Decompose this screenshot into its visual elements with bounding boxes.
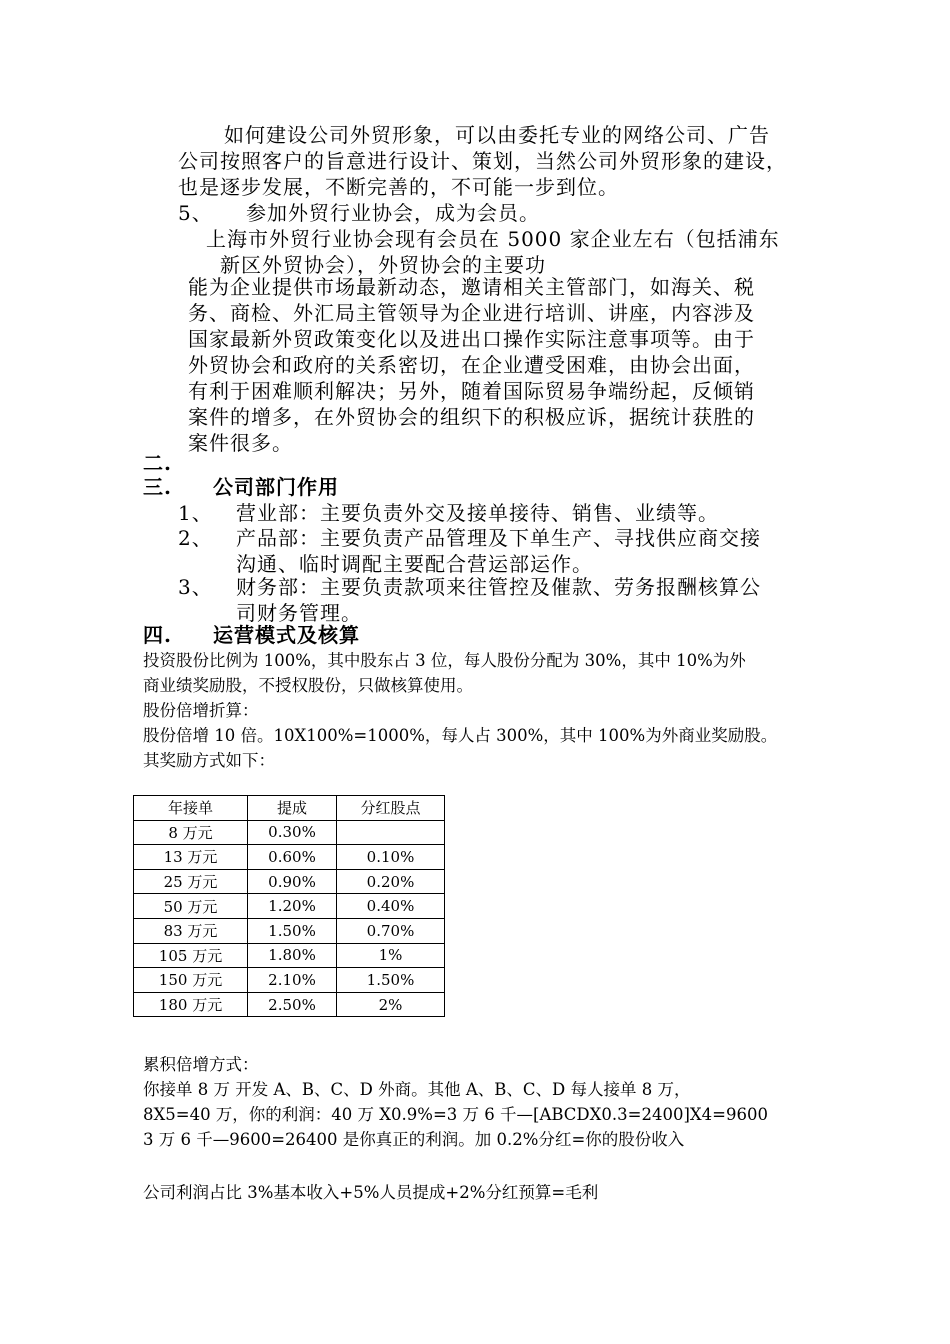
- text-line: 其奖励方式如下：: [143, 751, 275, 770]
- text-line: 案件的增多，在外贸协会的组织下的积极应诉，据统计获胜的: [188, 405, 755, 429]
- section-title: 公司部门作用: [213, 475, 339, 499]
- list-text: 产品部：主要负责产品管理及下单生产、寻找供应商交接: [236, 526, 761, 550]
- text-line: 如何建设公司外贸形象，可以由委托专业的网络公司、广告: [224, 123, 770, 147]
- section-3-item-3: [178, 574, 761, 625]
- profit-summary: [143, 1180, 598, 1205]
- section-number: 三.: [143, 475, 172, 499]
- table-row: [134, 992, 445, 1017]
- table-cell: 25 万元: [134, 869, 248, 894]
- table-cell: 0.40%: [337, 894, 445, 919]
- table-row: [134, 820, 445, 845]
- list-text: 沟通、临时调配主要配合营运部运作。: [236, 552, 593, 576]
- table-cell: 2.10%: [248, 968, 337, 993]
- table-cell: 0.20%: [337, 869, 445, 894]
- section-4-body: [143, 648, 777, 773]
- text-line: 商业绩奖励股，不授权股份，只做核算使用。: [143, 676, 473, 695]
- list-text: 司财务管理。: [236, 601, 362, 625]
- column-header: 提成: [248, 796, 337, 821]
- table-row: [134, 894, 445, 919]
- text-line: 股份倍增 10 倍。10X100%=1000%，每人占 300%，其中 100%为外商业奖励股。: [143, 726, 778, 745]
- table-cell: 2.50%: [248, 992, 337, 1017]
- text-line: 你接单 8 万 开发 A、B、C、D 外商。其他 A、B、C、D 每人接单 8 万，: [143, 1080, 691, 1099]
- table-cell: 0.70%: [337, 918, 445, 943]
- list-text: 参加外贸行业协会，成为会员。: [246, 201, 540, 225]
- table-cell: 13 万元: [134, 845, 248, 870]
- table-row: [134, 943, 445, 968]
- list-item-5: [178, 200, 540, 226]
- text-line: 有利于困难顺利解决；另外，随着国际贸易争端纷起，反倾销: [188, 379, 755, 403]
- table-row: [134, 968, 445, 993]
- list-number: 5、: [178, 201, 213, 225]
- table-cell: 150 万元: [134, 968, 248, 993]
- list-number: 3、: [178, 575, 213, 599]
- text-line: 3 万 6 千—9600=26400 是你真正的利润。加 0.2%分红=你的股份收入: [143, 1130, 685, 1149]
- list-number: 1、: [178, 501, 213, 525]
- section-3-heading: [143, 474, 339, 500]
- text-line: 公司按照客户的旨意进行设计、策划，当然公司外贸形象的建设，: [178, 149, 787, 173]
- table-cell: 1.80%: [248, 943, 337, 968]
- text-line: 8X5=40 万，你的利润：40 万 X0.9%=3 万 6 千—[ABCDX0.3=2400]X4=9600: [143, 1105, 768, 1124]
- association-paragraph: [206, 226, 780, 278]
- text-line: 公司利润占比 3%基本收入+5%人员提成+2%分红预算=毛利: [143, 1183, 599, 1202]
- text-line: 股份倍增折算：: [143, 701, 259, 720]
- table-cell: 1.20%: [248, 894, 337, 919]
- table-cell: 180 万元: [134, 992, 248, 1017]
- text-line: 新区外贸协会），外贸协会的主要功: [220, 253, 546, 277]
- text-line: 能为企业提供市场最新动态，邀请相关主管部门，如海关、税: [188, 275, 755, 299]
- section-3-item-1: [178, 500, 719, 526]
- table-cell: 0.60%: [248, 845, 337, 870]
- table-cell: 0.30%: [248, 820, 337, 845]
- table-cell: 83 万元: [134, 918, 248, 943]
- text-line: 也是逐步发展，不断完善的，不可能一步到位。: [178, 175, 619, 199]
- list-text: 营业部：主要负责外交及接单接待、销售、业绩等。: [236, 501, 719, 525]
- table-header-row: [134, 796, 445, 821]
- table-cell: 1.50%: [248, 918, 337, 943]
- table-row: [134, 918, 445, 943]
- intro-paragraph: [178, 122, 787, 200]
- table-cell: 8 万元: [134, 820, 248, 845]
- accumulation-section: [143, 1052, 768, 1152]
- text-line: 投资股份比例为 100%，其中股东占 3 位，每人股份分配为 30%，其中 10%为外: [143, 651, 746, 670]
- table-cell: [337, 820, 445, 845]
- table-cell: 105 万元: [134, 943, 248, 968]
- section-2-heading: [143, 450, 172, 476]
- text-line: 案件很多。: [188, 431, 293, 455]
- table-cell: 1%: [337, 943, 445, 968]
- list-text: 财务部：主要负责款项来往管控及催款、劳务报酬核算公: [236, 575, 761, 599]
- table-cell: 0.90%: [248, 869, 337, 894]
- table-row: [134, 869, 445, 894]
- association-body: [188, 274, 755, 456]
- table-cell: 50 万元: [134, 894, 248, 919]
- section-title: 运营模式及核算: [213, 623, 360, 647]
- text-line: 累积倍增方式：: [143, 1055, 259, 1074]
- reward-table: [133, 795, 445, 1017]
- table-cell: 0.10%: [337, 845, 445, 870]
- section-number: 二.: [143, 451, 172, 475]
- text-line: 外贸协会和政府的关系密切，在企业遭受困难，由协会出面，: [188, 353, 755, 377]
- text-line: 国家最新外贸政策变化以及进出口操作实际注意事项等。由于: [188, 327, 755, 351]
- column-header: 分红股点: [337, 796, 445, 821]
- section-3-item-2: [178, 525, 761, 576]
- column-header: 年接单: [134, 796, 248, 821]
- table-row: [134, 845, 445, 870]
- text-line: 上海市外贸行业协会现有会员在 5000 家企业左右（包括浦东: [206, 227, 780, 251]
- table-cell: 1.50%: [337, 968, 445, 993]
- text-line: 务、商检、外汇局主管领导为企业进行培训、讲座，内容涉及: [188, 301, 755, 325]
- list-number: 2、: [178, 526, 213, 550]
- section-4-heading: [143, 622, 360, 648]
- section-number: 四.: [143, 623, 172, 647]
- table-cell: 2%: [337, 992, 445, 1017]
